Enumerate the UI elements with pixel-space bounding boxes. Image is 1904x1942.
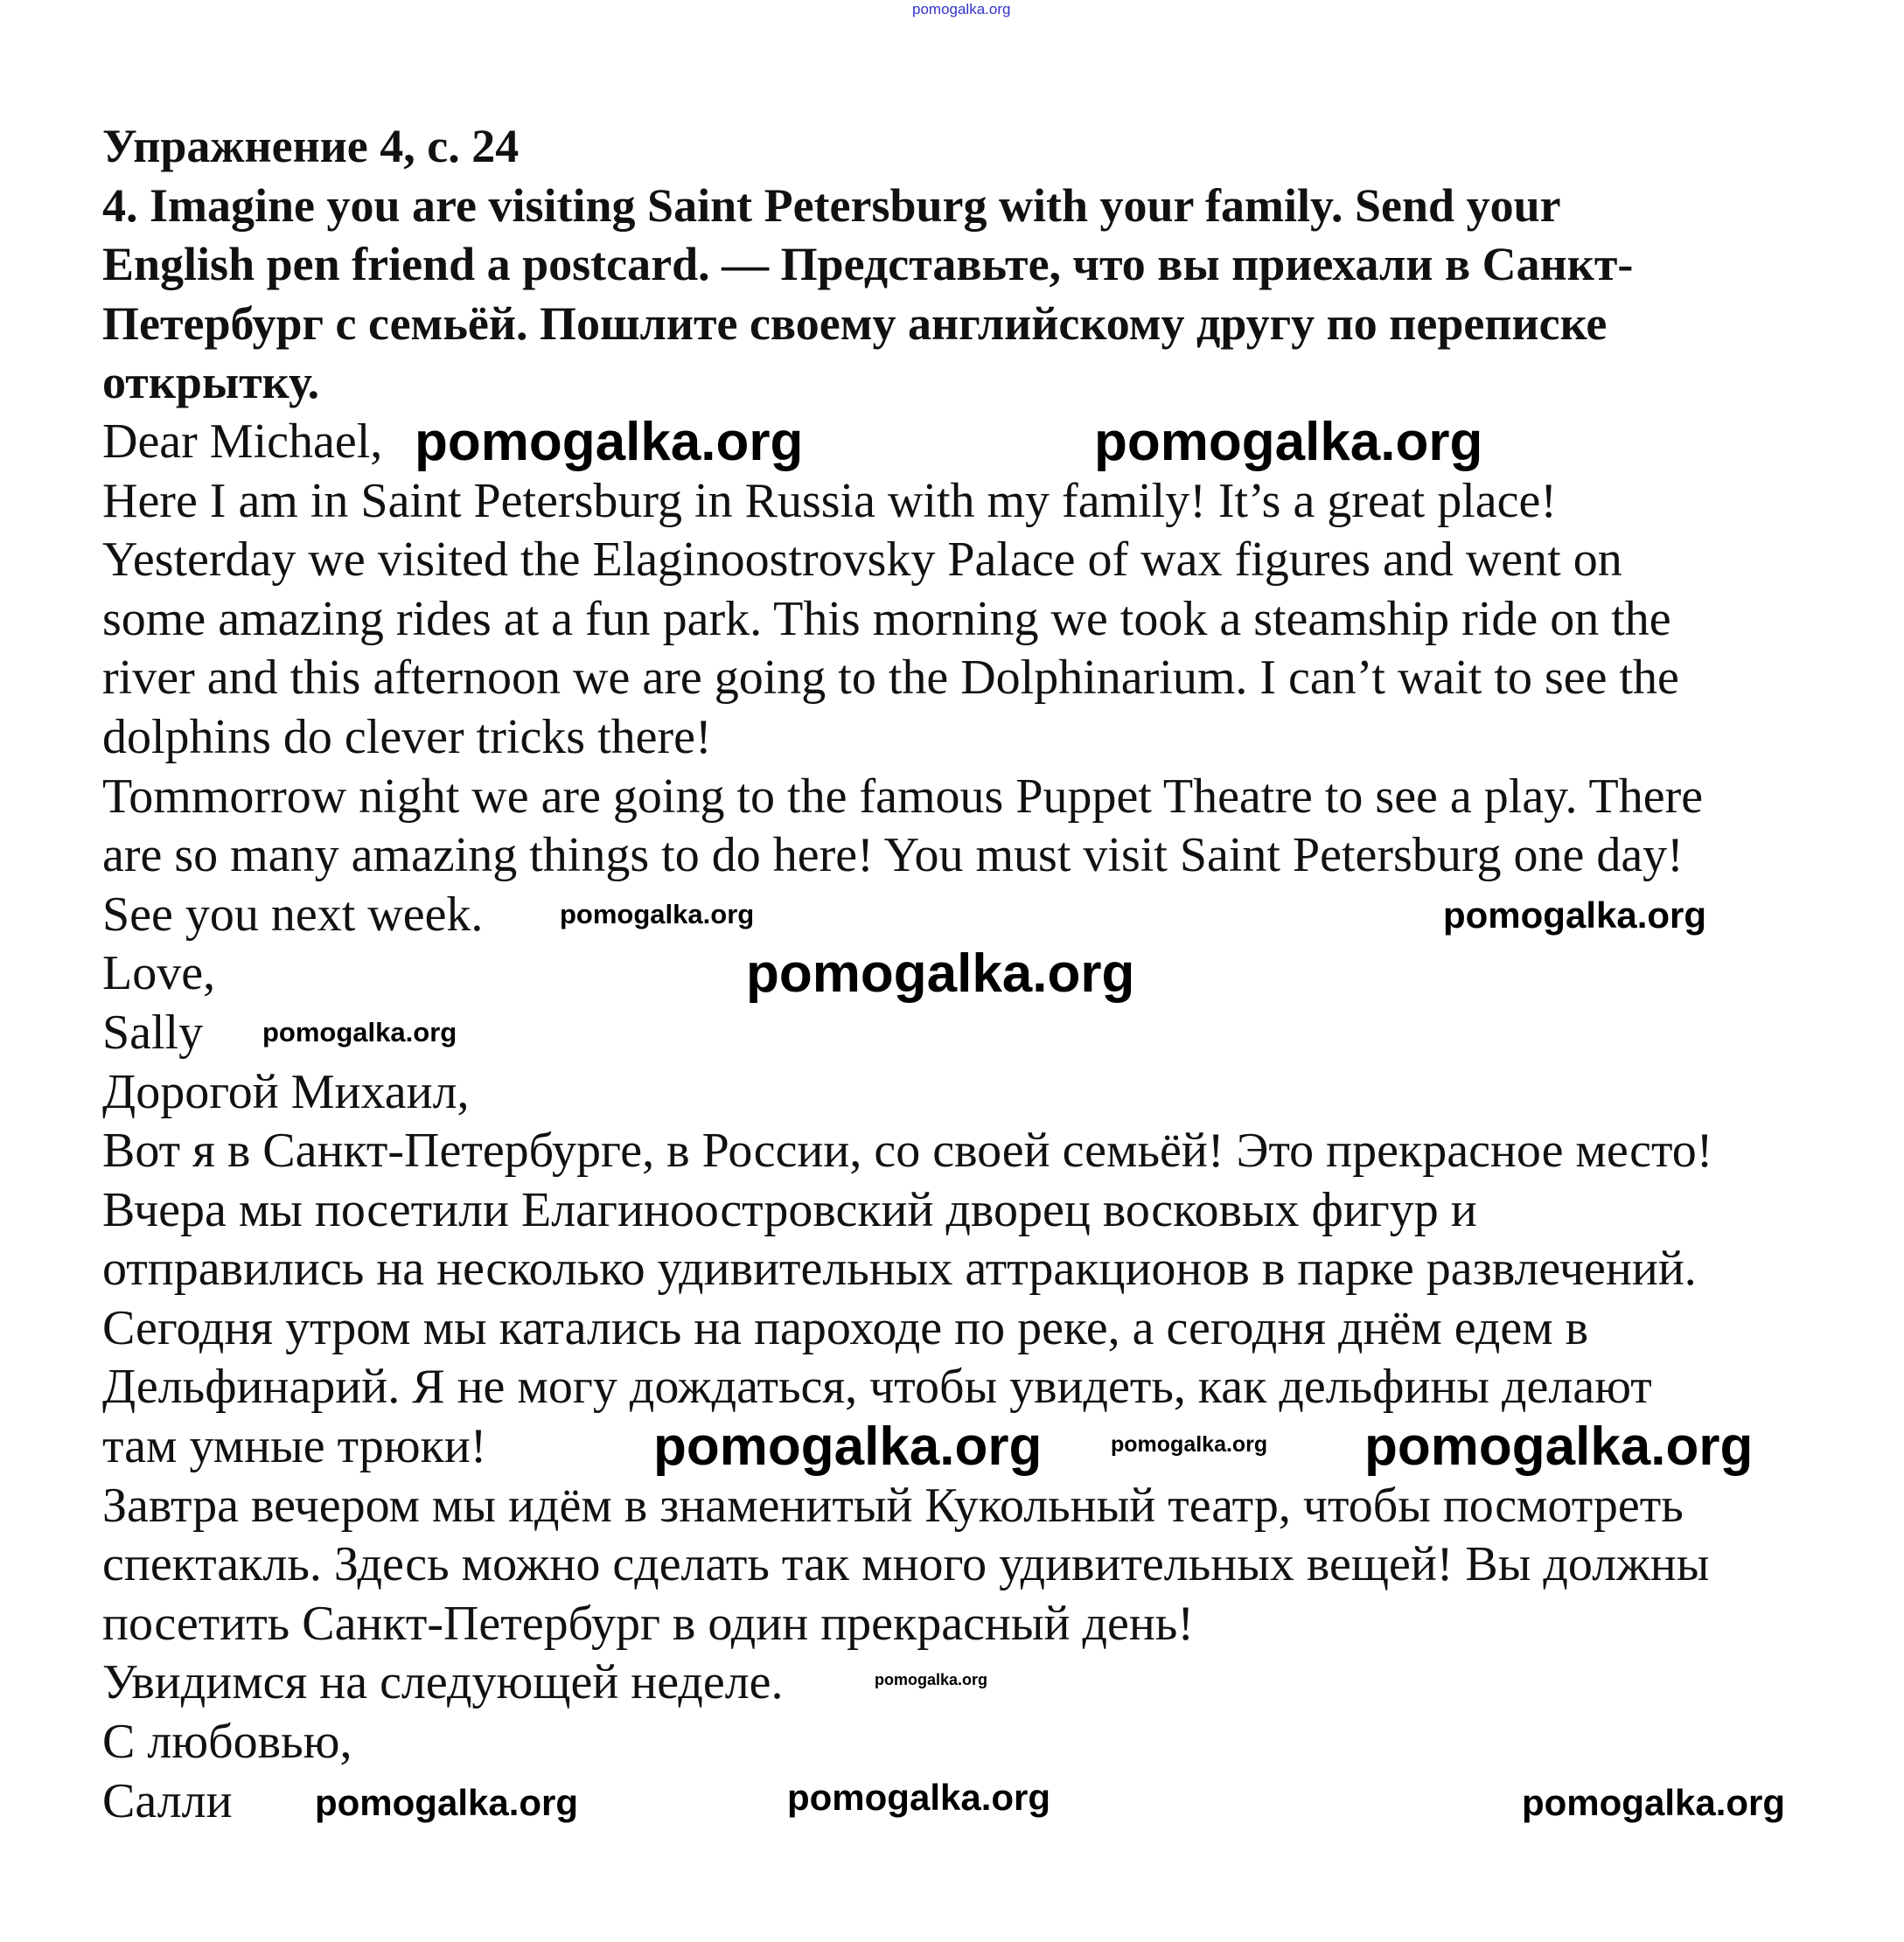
body-line: С любовью, <box>102 1715 352 1770</box>
body-line: отправились на несколько удивительных аттракционов в парке развлечений. <box>102 1242 1697 1297</box>
body-line: Салли <box>102 1773 233 1828</box>
body-line: Sally <box>102 1005 204 1060</box>
watermark: pomogalka.org <box>787 1777 1051 1818</box>
body-line: dolphins do clever tricks there! <box>102 709 712 764</box>
body-line: там умные трюки! <box>102 1419 487 1474</box>
watermark: pomogalka.org <box>415 412 804 472</box>
watermark: pomogalka.org <box>315 1782 579 1823</box>
body-line: some amazing rides at a fun park. This morning we took a steamship ride on the <box>102 591 1671 646</box>
watermark: pomogalka.org <box>875 1671 988 1688</box>
body-line: Дорогой Михаил, <box>102 1064 470 1119</box>
body-line: Вчера мы посетили Елагиноостровский дворец восковых фигур и <box>102 1182 1477 1237</box>
body-line: Завтра вечером мы идём в знаменитый Кукольный театр, чтобы посмотреть <box>102 1478 1684 1533</box>
body-line: are so many amazing things to do here! You must visit Saint Petersburg one day! <box>102 828 1684 883</box>
task-line: 4. Imagine you are visiting Saint Petersburg with your family. Send your <box>102 178 1561 232</box>
exercise-title: Упражнение 4, с. 24 <box>102 120 520 172</box>
watermark: pomogalka.org <box>1443 894 1707 936</box>
watermark: pomogalka.org <box>912 1 1011 17</box>
body-line: Dear Michael, <box>102 414 383 469</box>
body-line: Дельфинарий. Я не могу дождаться, чтобы увидеть, как дельфины делают <box>102 1360 1652 1415</box>
watermark: pomogalka.org <box>746 943 1135 1004</box>
task-line: English pen friend a postcard. — Представьте, что вы приехали в Санкт- <box>102 238 1634 291</box>
task-line: Петербург с семьёй. Пошлите своему английскому другу по переписке <box>102 296 1608 350</box>
body-line: Love, <box>102 946 216 1001</box>
body-line: Here I am in Saint Petersburg in Russia with my family! It’s a great place! <box>102 473 1557 528</box>
task-line: открытку. <box>102 356 320 409</box>
watermark: pomogalka.org <box>262 1017 457 1048</box>
watermark: pomogalka.org <box>1111 1432 1268 1457</box>
body-line: спектакль. Здесь можно сделать так много удивительных вещей! Вы должны <box>102 1537 1710 1592</box>
body-line: посетить Санкт-Петербург в один прекрасный день! <box>102 1596 1194 1651</box>
body-line: Сегодня утром мы катались на пароходе по реке, а сегодня днём едем в <box>102 1300 1589 1355</box>
watermark: pomogalka.org <box>1364 1416 1754 1477</box>
body-line: river and this afternoon we are going to the Dolphinarium. I can’t wait to see the <box>102 651 1679 706</box>
body-line: Tommorrow night we are going to the famous Puppet Theatre to see a play. There <box>102 769 1704 824</box>
watermark: pomogalka.org <box>560 899 755 929</box>
body-line: Увидимся на следующей неделе. <box>102 1655 784 1710</box>
body-line: See you next week. <box>102 887 484 942</box>
body-line: Yesterday we visited the Elaginoostrovsky Palace of wax figures and went on <box>102 532 1622 588</box>
watermark: pomogalka.org <box>1094 412 1483 472</box>
watermark: pomogalka.org <box>653 1416 1043 1477</box>
watermark: pomogalka.org <box>1522 1782 1786 1823</box>
body-line: Вот я в Санкт-Петербурге, в России, со своей семьёй! Это прекрасное место! <box>102 1124 1713 1179</box>
